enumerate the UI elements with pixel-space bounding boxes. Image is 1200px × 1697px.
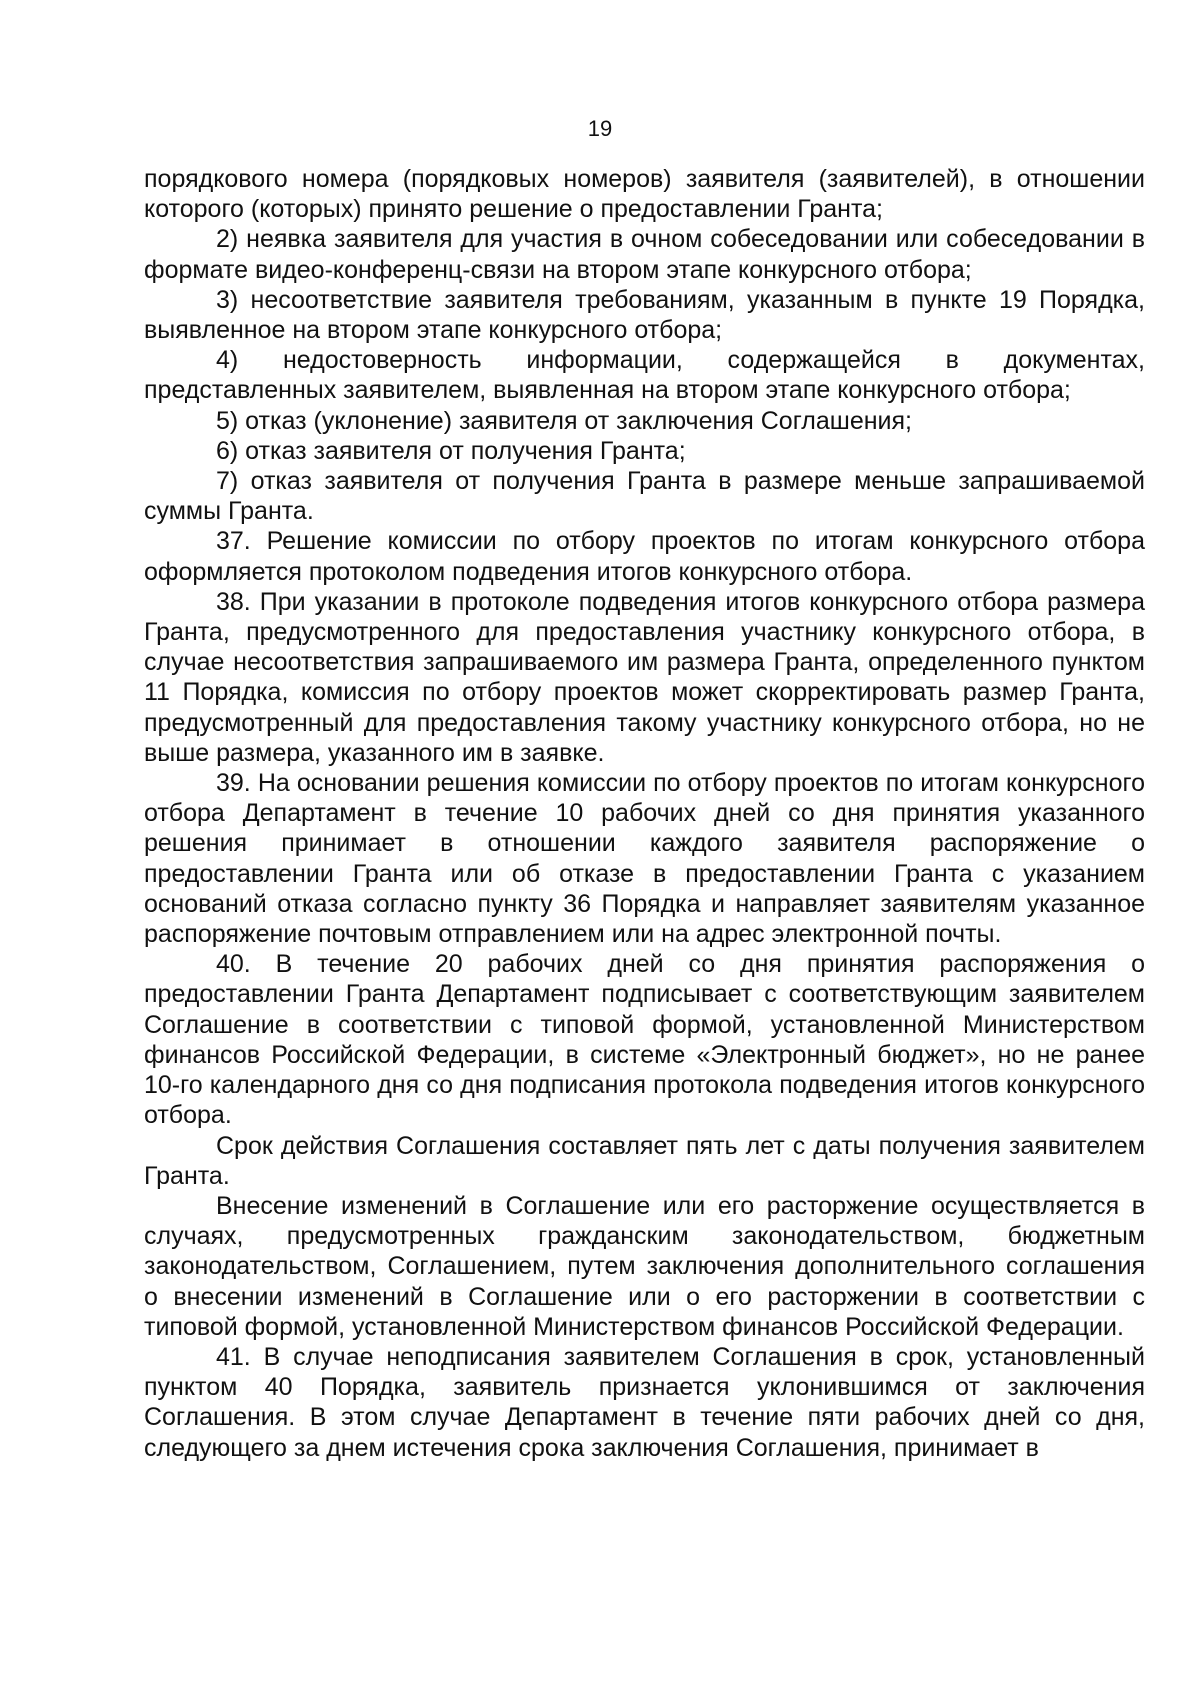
paragraph-clause-40: 40. В течение 20 рабочих дней со дня принятия распоряжения о предоставлении Гранта Департамент подписывает с соответствующим заявителем Соглашение в соответствии с типовой формой, установленной Министерством финансов Российской Федерации, в системе «Электронный бюджет», но не ранее 10-го календарного дня со дня подписания протокола подведения итогов конкурсного отбора. <box>144 950 1145 1130</box>
page-number: 19 <box>587 116 613 141</box>
paragraph-item-7: 7) отказ заявителя от получения Гранта в размере меньше запрашиваемой суммы Гранта. <box>144 467 1145 526</box>
paragraph-clause-41: 41. В случае неподписания заявителем Соглашения в срок, установленный пунктом 40 Порядка, заявитель признается уклонившимся от заключения Соглашения. В этом случае Департамент в течение пяти рабочих дней со дня, следующего за днем истечения срока заключения Соглашения, принимает в <box>144 1342 1145 1462</box>
paragraph-item-6: 6) отказ заявителя от получения Гранта; <box>216 436 686 465</box>
paragraph-item-2: 2) неявка заявителя для участия в очном собеседовании или собеседовании в формате видео-конференц-связи на втором этапе конкурсного отбора; <box>144 225 1145 284</box>
paragraph-agreement-changes: Внесение изменений в Соглашение или его расторжение осуществляется в случаях, предусмотренных гражданским законодательством, бюджетным законодательством, Соглашением, путем заключения дополнительного соглашения о внесении изменений в Соглашение или о его расторжении в соответствии с типовой формой, установленной Министерством финансов Российской Федерации. <box>144 1191 1145 1341</box>
paragraph-clause-37: 37. Решение комиссии по отбору проектов по итогам конкурсного отбора оформляется протоколом подведения итогов конкурсного отбора. <box>144 527 1145 586</box>
body-text <box>144 164 1145 1463</box>
paragraph-agreement-term: Срок действия Соглашения составляет пять лет с даты получения заявителем Гранта. <box>144 1131 1145 1190</box>
paragraph-item-4: 4) недостоверность информации, содержащейся в документах, представленных заявителем, выявленная на втором этапе конкурсного отбора; <box>144 346 1145 405</box>
paragraph-item-5: 5) отказ (уклонение) заявителя от заключения Соглашения; <box>216 406 912 435</box>
paragraph-clause-38: 38. При указании в протоколе подведения итогов конкурсного отбора размера Гранта, предусмотренного для предоставления участнику конкурсного отбора, в случае несоответствия запрашиваемого им размера Гранта, определенного пунктом 11 Порядка, комиссия по отбору проектов может скорректировать размер Гранта, предусмотренный для предоставления такому участнику конкурсного отбора, но не выше размера, указанного им в заявке. <box>144 587 1145 767</box>
paragraph-item-3: 3) несоответствие заявителя требованиям, указанным в пункте 19 Порядка, выявленное на втором этапе конкурсного отбора; <box>144 285 1145 345</box>
paragraph-continuation: порядкового номера (порядковых номеров) заявителя (заявителей), в отношении которого (которых) принято решение о предоставлении Гранта; <box>144 165 1145 224</box>
paragraph-clause-39: 39. На основании решения комиссии по отбору проектов по итогам конкурсного отбора Департамент в течение 10 рабочих дней со дня принятия указанного решения принимает в отношении каждого заявителя распоряжение о предоставлении Гранта или об отказе в предоставлении Гранта с указанием оснований отказа согласно пункту 36 Порядка и направляет заявителям указанное распоряжение почтовым отправлением или на адрес электронной почты. <box>144 769 1145 949</box>
